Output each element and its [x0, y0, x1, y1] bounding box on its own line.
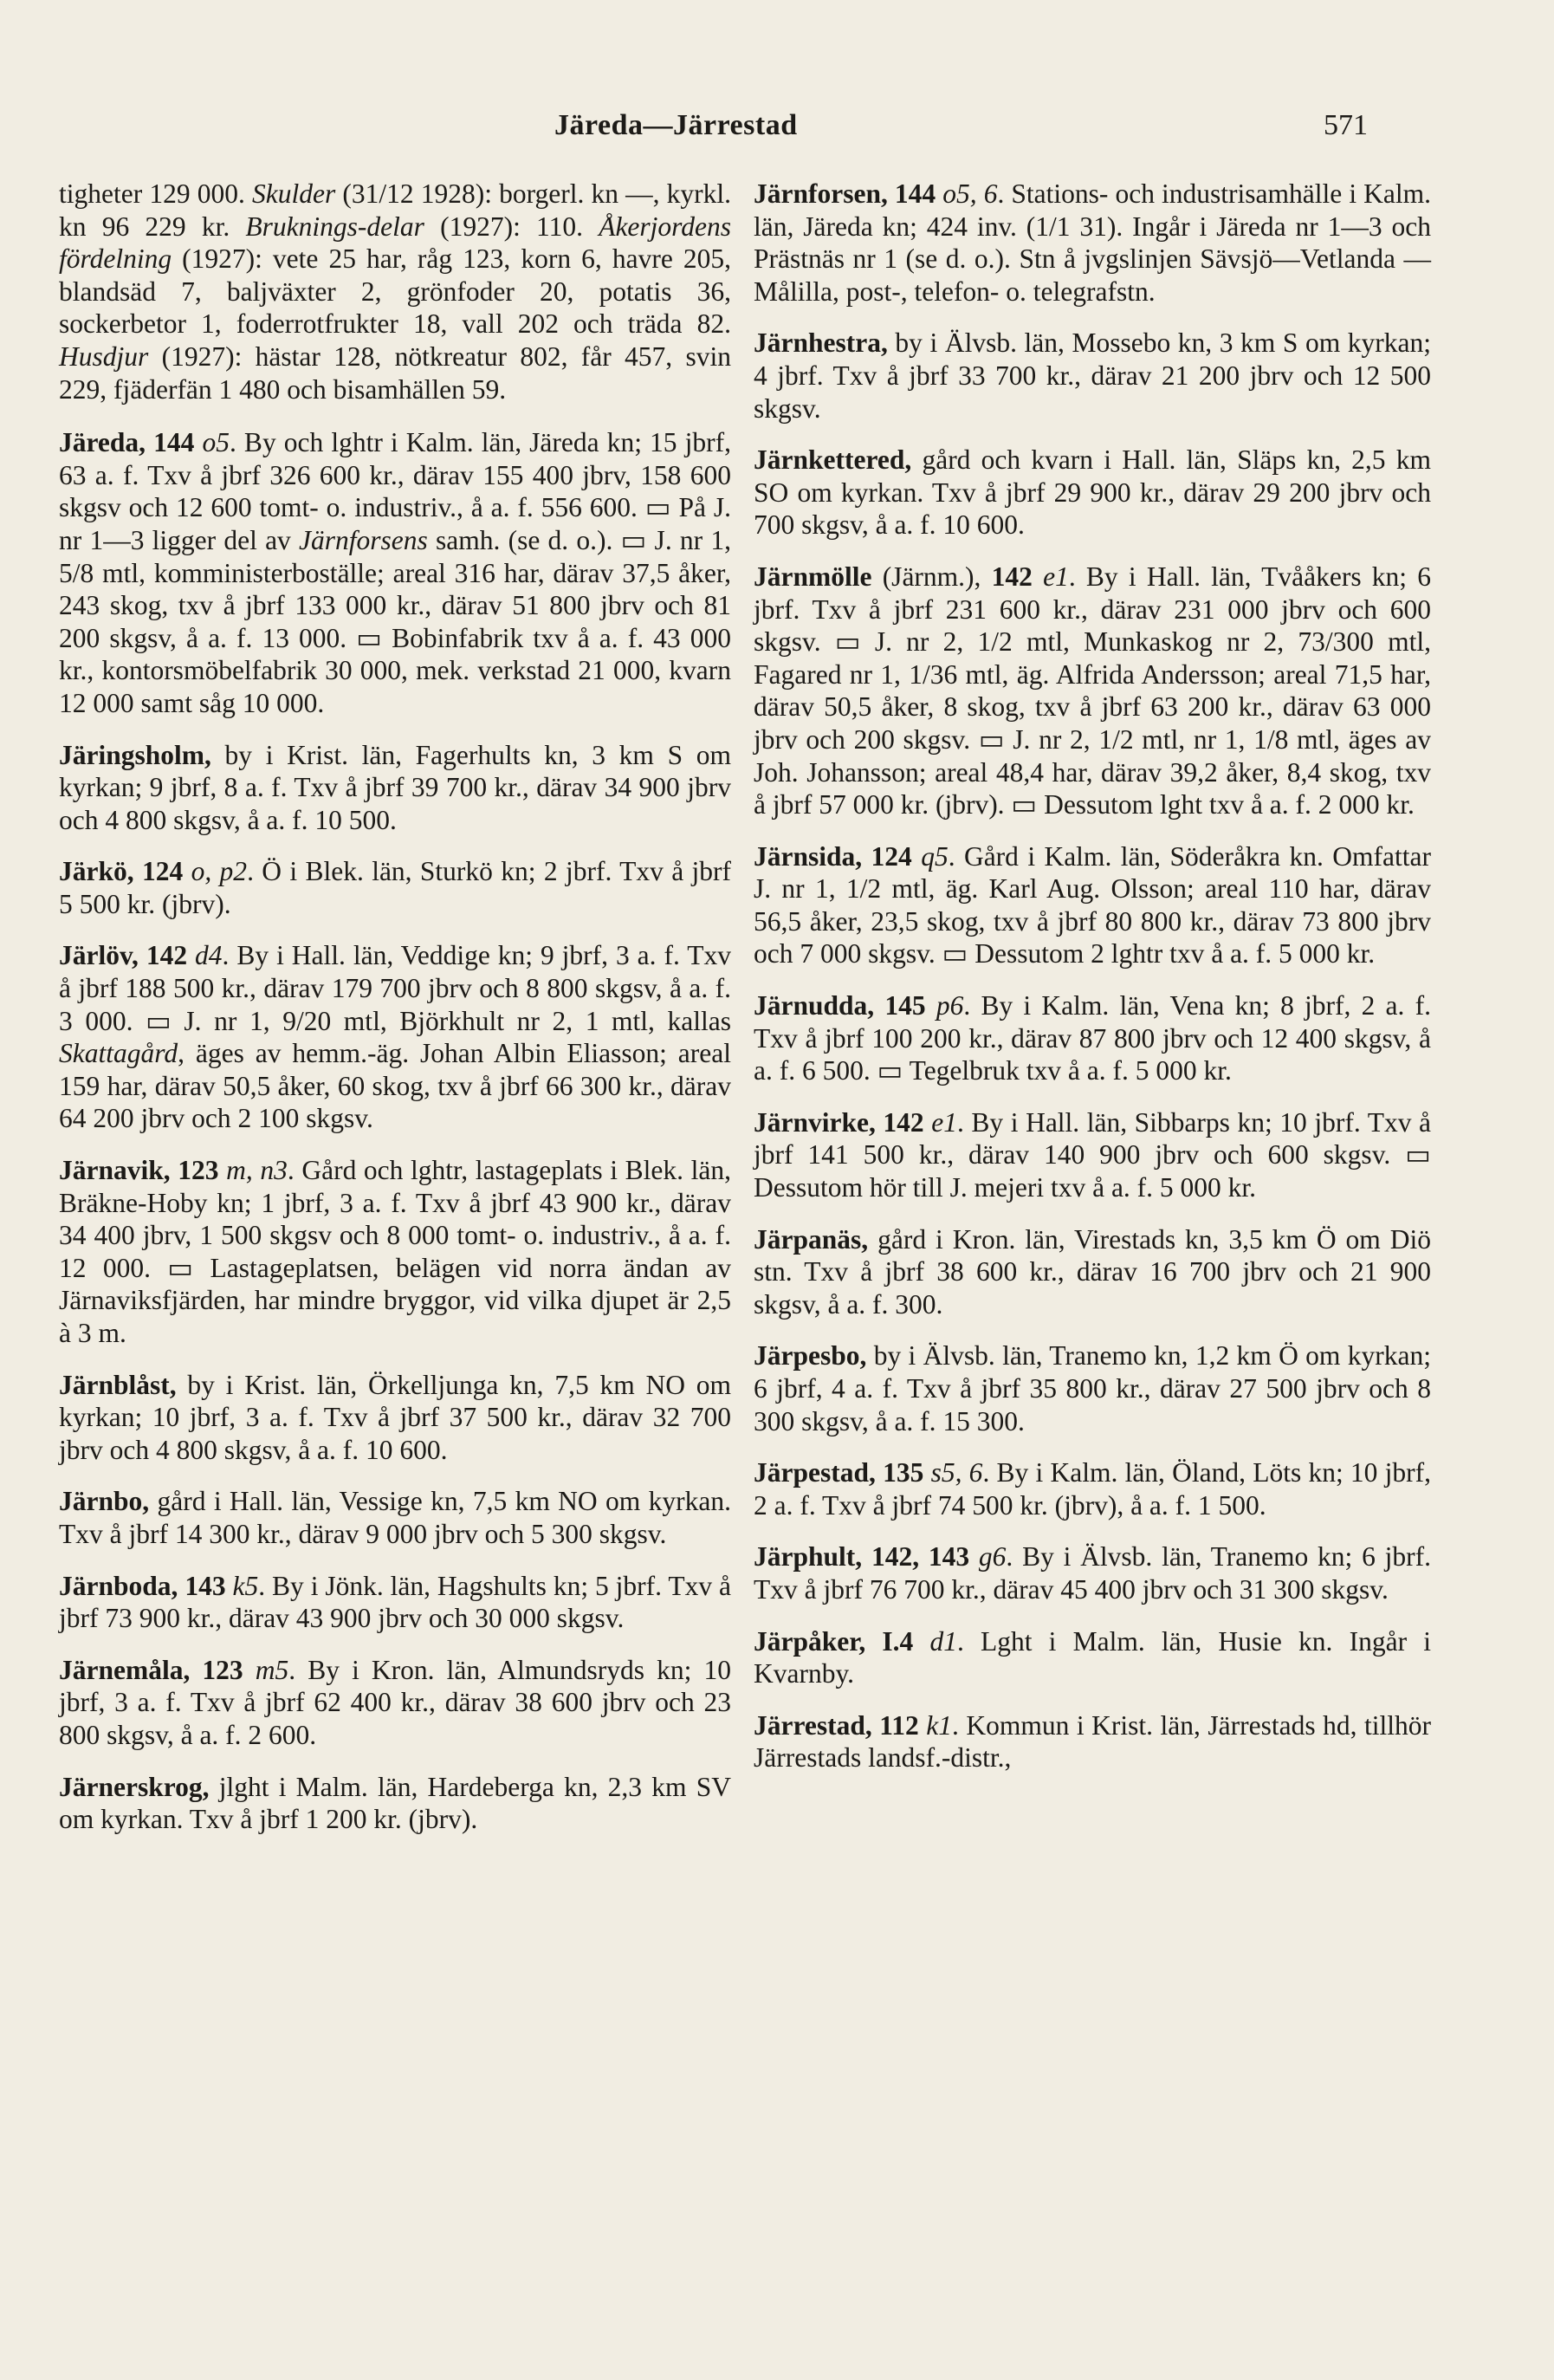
entry-headword: Järrestad, 112	[754, 1709, 927, 1741]
entry-text: by i Älvsb. län, Tranemo kn, 1,2 km Ö om kyrkan; 6 jbrf, 4 a. f. Txv å jbrf 35 800 kr., därav 27 500 jbrv och 8 300 skgsv, å a. f. 15 300.	[754, 1340, 1431, 1436]
italic-text: p6	[936, 990, 964, 1021]
gazetteer-entry	[754, 444, 1431, 541]
entry-text: . Lght i Malm. län, Husie kn. Ingår i Kvarnby.	[754, 1625, 1431, 1689]
entry-text: jlght i Malm. län, Hardeberga kn, 2,3 km SV om kyrkan. Txv å jbrf 1 200 kr. (jbrv).	[59, 1771, 731, 1835]
entry-text: (31/12 1928): borgerl. kn —, kyrkl. kn 96 229 kr.	[59, 178, 731, 242]
gazetteer-entry	[754, 1625, 1431, 1690]
italic-text: q5	[921, 840, 949, 872]
entry-text: . By i Kron. län, Almundsryds kn; 10 jbrf, 3 a. f. Txv å jbrf 62 400 kr., därav 38 600 jbrv och 23 800 skgsv, å a. f. 2 600.	[59, 1654, 731, 1750]
page-number: 571	[1324, 109, 1368, 141]
entry-headword: Järingsholm,	[59, 739, 211, 770]
italic-text: d1	[929, 1625, 957, 1657]
italic-text: o5, 6	[942, 178, 998, 209]
italic-text: Skattagård	[59, 1038, 178, 1069]
entry-text: gård i Hall. län, Vessige kn, 7,5 km NO om kyrkan. Txv å jbrf 14 300 kr., därav 9 000 jbrv och 5 300 skgsv.	[59, 1486, 731, 1549]
gazetteer-entry	[59, 426, 731, 719]
entry-headword: Järnforsen, 144	[754, 178, 943, 209]
entry-text: by i Älvsb. län, Mossebo kn, 3 km S om kyrkan; 4 jbrf. Txv å jbrf 33 700 kr., därav 21 200 jbrv och 12 500 skgsv.	[754, 327, 1431, 424]
entry-text: (1927): hästar 128, nötkreatur 802, får 457, svin 229, fjäderfän 1 480 och bisamhällen 59.	[59, 340, 731, 405]
italic-text: k1	[926, 1709, 953, 1741]
entry-headword: Järpanäs,	[754, 1223, 869, 1255]
entry-headword: Järnsida, 124	[754, 840, 922, 872]
entry-text: by i Krist. län, Fagerhults kn, 3 km S om kyrkan; 9 jbrf, 8 a. f. Txv å jbrf 39 700 kr., därav 34 900 jbrv och 4 800 skgsv, å a. f. 10 500.	[59, 739, 731, 835]
running-head	[0, 102, 1554, 154]
gazetteer-entry	[59, 1154, 731, 1350]
gazetteer-entry	[754, 1709, 1431, 1774]
italic-text: o, p2	[191, 856, 248, 887]
gazetteer-entry	[754, 989, 1431, 1087]
gazetteer-entry	[59, 1369, 731, 1467]
italic-text: e1	[931, 1106, 957, 1138]
entry-headword: Järnkettered,	[754, 444, 912, 476]
italic-text: Bruknings-delar	[245, 211, 424, 242]
entry-headword: Järkö, 124	[59, 856, 191, 887]
entry-text: . Gård i Kalm. län, Söderåkra kn. Omfattar J. nr 1, 1/2 mtl, äg. Karl Aug. Olsson; areal 110 har, därav 56,5 åker, 23,5 skog, txv å jbrf 80 800 kr., därav 73 800 jbrv och 7 000 skgsv. ▭ Dessutom 2 lghtr txv å a. f. 5 000 kr.	[754, 840, 1431, 970]
entry-text: tigheter 129 000.	[59, 178, 252, 209]
entry-headword: Järnhestra,	[754, 327, 888, 359]
entry-headword: Järnbo,	[59, 1486, 150, 1517]
gazetteer-entry	[754, 561, 1431, 821]
entry-headword: Järphult, 142, 143	[754, 1541, 979, 1573]
gazetteer-entry	[754, 1540, 1431, 1605]
italic-text: s5, 6	[930, 1457, 983, 1488]
entry-text: samh. (se d. o.). ▭ J. nr 1, 5/8 mtl, komministerboställe; areal 316 har, därav 37,5 åker, 243 skog, txv å jbrf 133 000 kr., därav 51 800 jbrv och 81 200 skgsv, å a. f. 13 000. ▭ Bobinfabrik txv å a. f. 43 000 kr., kontorsmöbelfabrik 30 000, mek. verkstad 21 000, kvarn 12 000 samt såg 10 000.	[59, 524, 731, 718]
gazetteer-entry	[754, 1106, 1431, 1204]
entry-headword: Järnerskrog,	[59, 1771, 210, 1802]
entry-text: (1927): vete 25 har, råg 123, korn 6, havre 205, blandsäd 7, baljväxter 2, grönfoder 20, potatis 36, sockerbetor 1, foderrotfrukter 18, vall 202 och träda 82.	[59, 243, 731, 340]
italic-text: Skulder	[251, 178, 336, 209]
gazetteer-entry	[59, 1654, 731, 1752]
italic-text: d4	[195, 940, 223, 971]
gazetteer-entry	[754, 1339, 1431, 1437]
entry-headword: Järnblåst,	[59, 1369, 177, 1400]
gazetteer-entry	[59, 939, 731, 1135]
entry-headword: Järpesbo,	[754, 1340, 867, 1372]
entry-text: . By i Hall. län, Tvååkers kn; 6 jbrf. Txv å jbrf 231 600 kr., därav 231 000 jbrv och 600 skgsv. ▭ J. nr 2, 1/2 mtl, Munkaskog nr 2, 73/300 mtl, Fagared nr 1, 1/36 mtl, äg. Alfrida Andersson; areal 71,5 har, därav 50,5 åker, 8 skog, txv å jbrf 63 200 kr., därav 63 000 jbrv och 200 skgsv. ▭ J. nr 2, 1/2 mtl, nr 1, 1/8 mtl, äges av Joh. Johansson; areal 48,4 har, därav 39,2 åker, 8,4 skog, txv å jbrf 57 000 kr. (jbrv). ▭ Dessutom lght txv å a. f. 2 000 kr.	[754, 561, 1432, 820]
entry-text: . By i Kalm. län, Vena kn; 8 jbrf, 2 a. f. Txv å jbrf 100 200 kr., därav 87 800 jbrv och 12 400 skgsv, å a. f. 6 500. ▭ Tegelbruk txv å a. f. 5 000 kr.	[754, 990, 1431, 1086]
entry-text: (1927): 110.	[424, 211, 599, 242]
gazetteer-entry	[754, 1223, 1431, 1321]
entry-headword: Järnmölle	[754, 561, 872, 592]
entry-text: . Ö i Blek. län, Sturkö kn; 2 jbrf. Txv å jbrf 5 500 kr. (jbrv).	[59, 856, 732, 919]
entry-text: . By i Älvsb. län, Tranemo kn; 6 jbrf. Txv å jbrf 76 700 kr., därav 45 400 jbrv och 31 300 skgsv.	[754, 1541, 1431, 1605]
entry-text: . Gård och lghtr, lastageplats i Blek. län, Bräkne-Hoby kn; 1 jbrf, 3 a. f. Txv å jbrf 43 900 kr., därav 34 400 jbrv, 1 500 skgsv och 8 000 tomt- o. industriv., å a. f. 12 000. ▭ Lastageplatsen, belägen vid norra ändan av Järnaviksfjärden, har mindre bryggor, vid vilka djupet är 2,5 à 3 m.	[59, 1155, 731, 1348]
entry-text: . By i Jönk. län, Hagshults kn; 5 jbrf. Txv å jbrf 73 900 kr., därav 43 900 jbrv och 30 000 skgsv.	[59, 1570, 732, 1634]
entry-headword: Järeda, 144	[59, 427, 203, 458]
entry-text: . Kommun i Krist. län, Järrestads hd, tillhör Järrestads landsf.-distr.,	[754, 1709, 1432, 1774]
gazetteer-entry	[754, 840, 1431, 970]
gazetteer-entry	[59, 739, 731, 837]
italic-text: g6	[978, 1541, 1007, 1573]
entry-headword: Järnboda, 143	[59, 1570, 233, 1601]
entry-text: . By i Hall. län, Sibbarps kn; 10 jbrf. Txv å jbrf 141 500 kr., därav 140 900 jbrv och 600 skgsv. ▭ Dessutom hör till J. mejeri txv å a. f. 5 000 kr.	[754, 1106, 1431, 1203]
entry-headword: Järnudda, 145	[754, 990, 936, 1021]
entry-headword: Järnvirke, 142	[754, 1106, 932, 1138]
italic-text: o5	[202, 427, 230, 458]
left-column	[59, 178, 731, 1855]
italic-text: k5	[232, 1570, 259, 1601]
entry-headword: Järpestad, 135	[754, 1457, 931, 1488]
entry-continuation	[59, 178, 731, 405]
gazetteer-entry	[59, 1570, 731, 1635]
italic-text: Järnforsens	[299, 524, 428, 555]
gazetteer-entry	[754, 1456, 1431, 1521]
italic-text: m, n3	[226, 1155, 288, 1186]
gazetteer-entry	[754, 178, 1431, 308]
italic-text: Åkerjordens fördelning	[59, 211, 731, 275]
entry-headword: Järnavik, 123	[59, 1155, 227, 1186]
entry-headword: Järpåker, I.4	[754, 1625, 930, 1657]
entry-text: , äges av hemm.-äg. Johan Albin Eliasson; areal 159 har, därav 50,5 åker, 60 skog, txv å jbrf 66 300 kr., därav 64 200 jbrv och 2 100 skgsv.	[59, 1038, 731, 1134]
gazetteer-entry	[59, 855, 731, 920]
entry-text: . By i Kalm. län, Öland, Löts kn; 10 jbrf, 2 a. f. Txv å jbrf 74 500 kr. (jbrv), å a. f. 1 500.	[754, 1457, 1431, 1521]
italic-text: m5	[255, 1654, 289, 1685]
entry-headword: 142	[991, 561, 1044, 592]
entry-text: (Järnm.),	[871, 561, 992, 592]
entry-text: . Stations- och industrisamhälle i Kalm. län, Järeda kn; 424 inv. (1/1 31). Ingår i Järeda nr 1—3 och Prästnäs nr 1 (se d. o.). Stn å jvgslinjen Sävsjö—Vetlanda — Målilla, post-, telefon- o. telegrafstn.	[754, 178, 1431, 307]
entry-text: gård och kvarn i Hall. län, Släps kn, 2,5 km SO om kyrkan. Txv å jbrf 29 900 kr., därav 29 200 jbrv och 700 skgsv, å a. f. 10 600.	[754, 444, 1431, 541]
gazetteer-entry	[754, 327, 1431, 425]
italic-text: Husdjur	[59, 340, 149, 372]
italic-text: e1	[1043, 561, 1069, 592]
entry-headword: Järlöv, 142	[59, 940, 196, 971]
running-head-title: Järeda—Järrestad	[554, 109, 798, 141]
entry-headword: Järnemåla, 123	[59, 1654, 256, 1685]
entry-text: . By i Hall. län, Veddige kn; 9 jbrf, 3 a. f. Txv å jbrf 188 500 kr., därav 179 700 jbrv och 8 800 skgsv, å a. f. 3 000. ▭ J. nr 1, 9/20 mtl, Björkhult nr 2, 1 mtl, kallas	[59, 940, 731, 1036]
entry-text: . By och lghtr i Kalm. län, Järeda kn; 15 jbrf, 63 a. f. Txv å jbrf 326 600 kr., därav 155 400 jbrv, 158 600 skgsv och 12 600 tomt- o. industriv., å a. f. 556 600. ▭ På J. nr 1—3 ligger del av	[59, 427, 731, 555]
entry-text: gård i Kron. län, Virestads kn, 3,5 km Ö om Diö stn. Txv å jbrf 38 600 kr., därav 16 700 jbrv och 21 900 skgsv, å a. f. 300.	[754, 1223, 1431, 1320]
gazetteer-entry	[59, 1485, 731, 1550]
entry-text: by i Krist. län, Örkelljunga kn, 7,5 km NO om kyrkan; 10 jbrf, 3 a. f. Txv å jbrf 37 500 kr., därav 32 700 jbrv och 4 800 skgsv, å a. f. 10 600.	[59, 1369, 731, 1465]
right-column	[754, 178, 1431, 1793]
gazetteer-entry	[59, 1771, 731, 1836]
